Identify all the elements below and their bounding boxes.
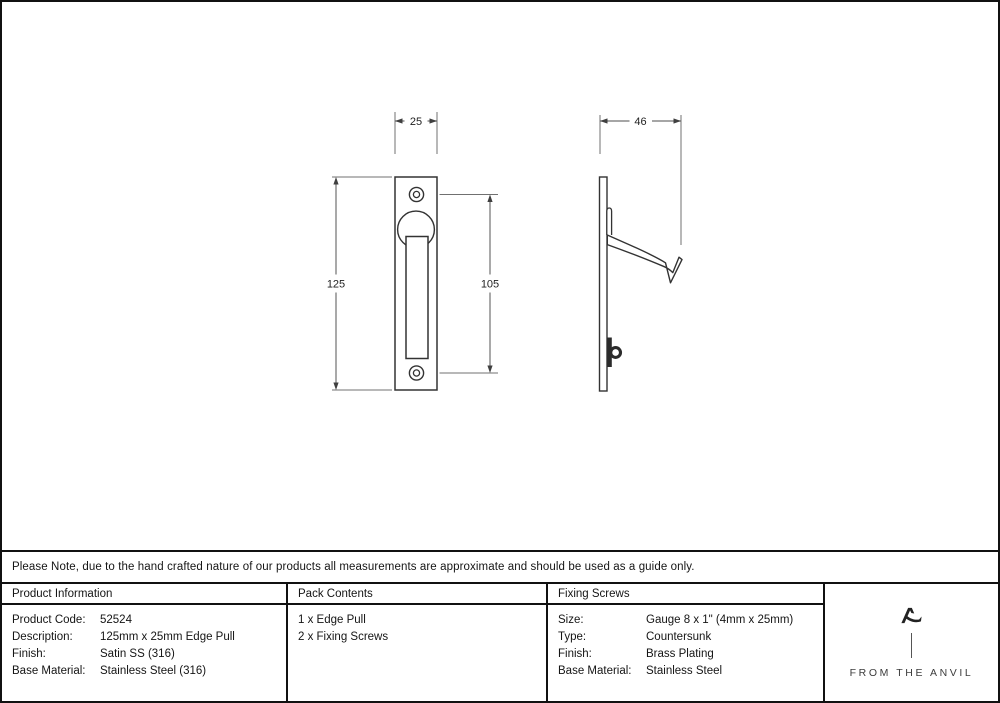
side-plate [600, 177, 608, 391]
side-view [600, 177, 683, 391]
dim-label-width: 25 [409, 115, 423, 128]
arrow-right-icon [674, 118, 682, 123]
row-value: 125mm x 25mm Edge Pull [100, 631, 235, 643]
arrow-up-icon [487, 195, 492, 203]
column-header: Pack Contents [288, 584, 546, 605]
row-value: 52524 [100, 614, 132, 626]
spec-row-size [558, 612, 815, 629]
column-pack-contents [288, 584, 548, 701]
row-value: Countersunk [646, 631, 712, 643]
row-value: Satin SS (316) [100, 648, 175, 660]
row-label: Base Material: [558, 665, 632, 677]
arrow-down-icon [487, 366, 492, 374]
arrow-left-icon [600, 118, 608, 123]
arrow-up-icon [333, 177, 338, 185]
note-text: Please Note, due to the hand crafted nature of our products all measurements are approximate and should be used as a guide only. [12, 561, 695, 573]
spec-table [2, 584, 998, 701]
from-the-anvil-logo-icon [901, 607, 922, 624]
dim-label-projection: 46 [634, 115, 647, 128]
dimension-height-125 [327, 177, 392, 390]
measurement-note [2, 550, 998, 584]
dimension-width-25 [395, 112, 437, 154]
front-view [395, 177, 437, 390]
spec-row-type [558, 629, 815, 646]
dim-label-height: 125 [326, 278, 346, 291]
arrow-left-icon [395, 118, 403, 123]
catch-ring [611, 348, 621, 358]
pivot-tab [607, 208, 612, 235]
spec-row-finish [12, 646, 278, 663]
pull-slot [406, 237, 428, 359]
pack-item: 2 x Fixing Screws [298, 631, 389, 643]
pull-hook [607, 235, 682, 283]
column-fixing-screws [548, 584, 825, 701]
dim-label-centres: 105 [480, 278, 500, 291]
brand-cell [825, 584, 998, 701]
arrow-right-icon [430, 118, 438, 123]
row-label: Finish: [12, 648, 46, 660]
bottom-screw-hole-inner [413, 370, 419, 376]
row-label: Type: [558, 631, 587, 643]
row-label: Product Code: [12, 614, 86, 626]
technical-drawing [2, 2, 998, 550]
product-information-body [2, 605, 286, 680]
brand-name: FROM THE ANVIL [849, 666, 974, 679]
spec-row-screw-finish [558, 646, 815, 663]
fixing-screws-body [548, 605, 823, 680]
column-header: Product Information [2, 584, 286, 605]
row-value: Brass Plating [646, 648, 714, 660]
row-label: Size: [558, 614, 584, 626]
row-value: Gauge 8 x 1" (4mm x 25mm) [646, 614, 794, 626]
logo-divider [911, 633, 912, 658]
arrow-down-icon [333, 383, 338, 391]
spec-row-description [12, 629, 278, 646]
top-screw-hole-inner [413, 191, 419, 197]
spec-row-base-material [12, 663, 278, 680]
column-header: Fixing Screws [548, 584, 823, 605]
spec-row-screw-base-material [558, 663, 815, 680]
column-product-information [2, 584, 288, 701]
spec-row-product-code [12, 612, 278, 629]
row-label: Base Material: [12, 665, 86, 677]
pack-item: 1 x Edge Pull [298, 614, 366, 626]
row-value: Stainless Steel [646, 665, 723, 677]
pack-contents-body [288, 605, 546, 646]
row-label: Description: [12, 631, 73, 643]
row-label: Finish: [558, 648, 592, 660]
row-value: Stainless Steel (316) [100, 665, 207, 677]
dimension-centres-105 [440, 195, 500, 374]
